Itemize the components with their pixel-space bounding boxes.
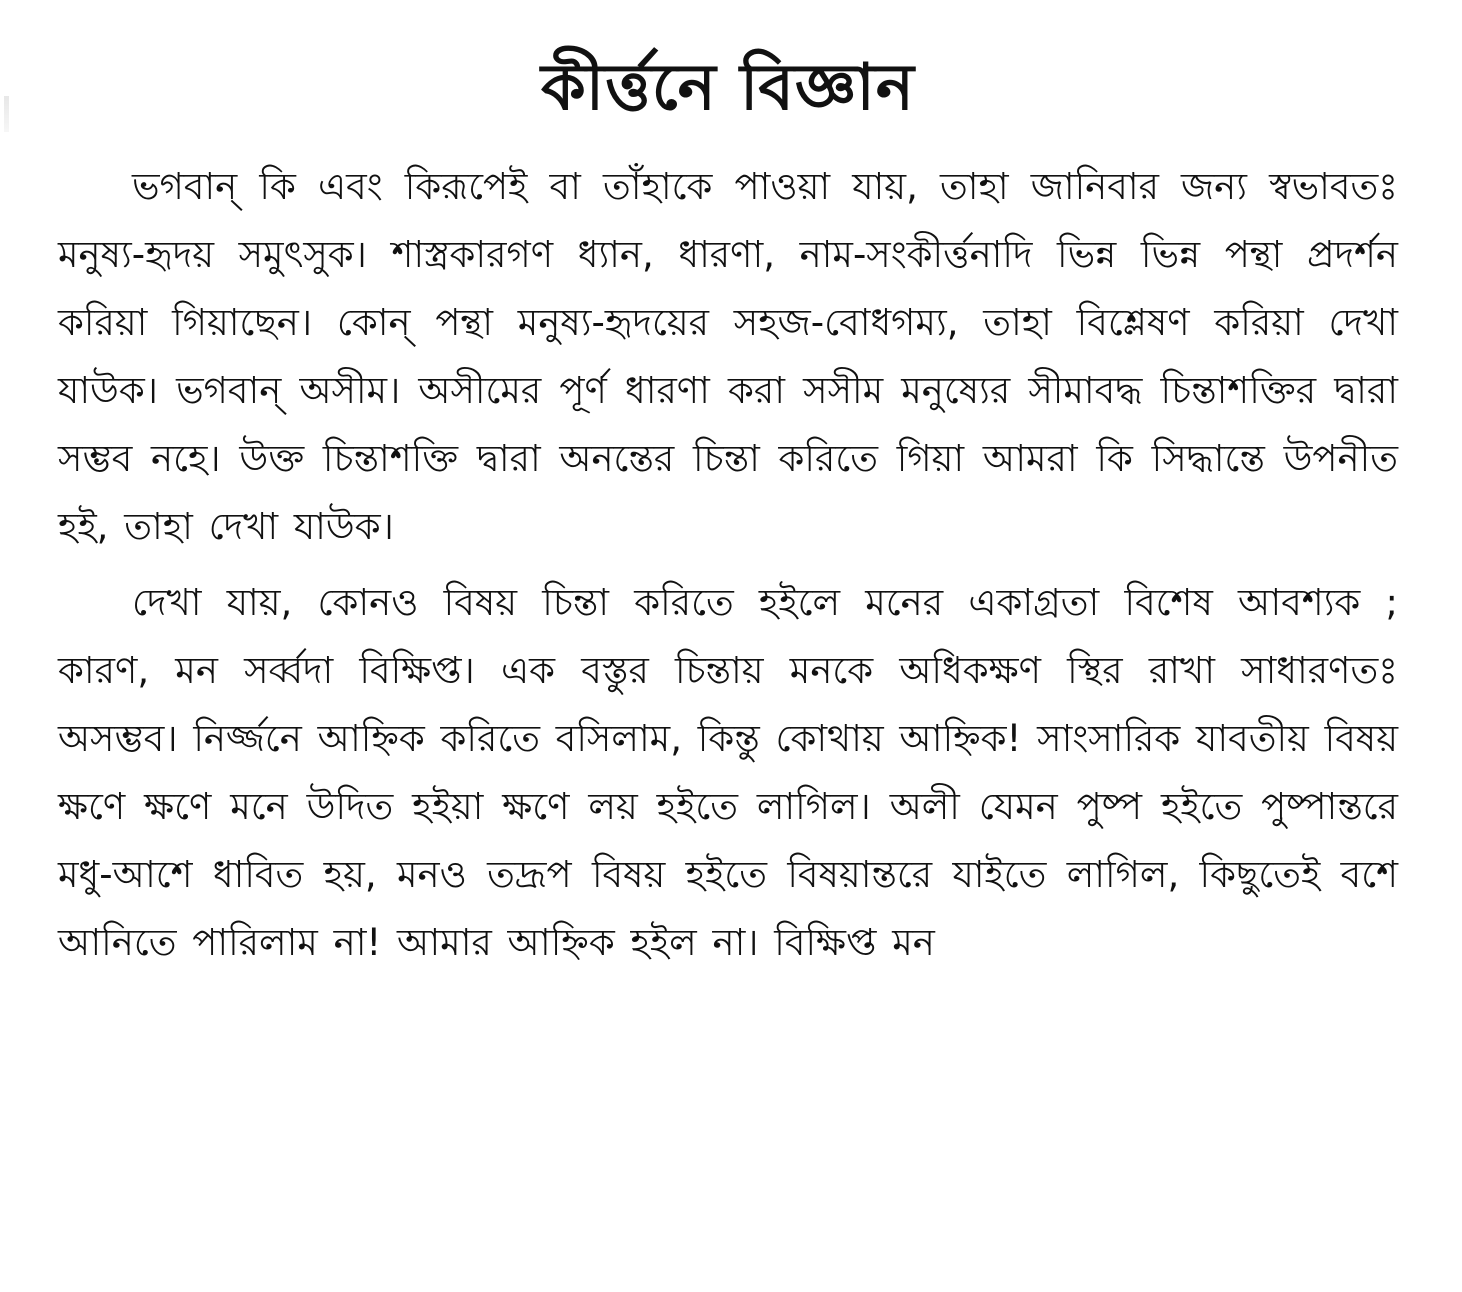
- page: [58, 40, 1398, 1270]
- scan-artifact: [4, 96, 9, 132]
- paragraph-2: দেখা যায়, কোনও বিষয় চিন্তা করিতে হইলে মনের একাগ্রতা বিশেষ আবশ্যক ; কারণ, মন সৰ্ব্বদা বিক্ষিপ্ত। এক বস্তুর চিন্তায় মনকে অধিকক্ষণ স্থির রাখা সাধারণতঃ অসম্ভব। নির্জ্জনে আহ্নিক করিতে বসিলাম, কিন্তু কোথায় আহ্নিক! সাংসারিক যাবতীয় বিষয় ক্ষণে ক্ষণে মনে উদিত হইয়া ক্ষণে লয় হইতে লাগিল। অলী যেমন পুষ্প হইতে পুষ্পান্তরে মধু-আশে ধাবিত হয়, মনও তদ্রূপ বিষয় হইতে বিষয়ান্তরে যাইতে লাগিল, কিছুতেই বশে আনিতে পারিলাম না! আমার আহ্নিক হইল না। বিক্ষিপ্ত মন: [58, 580, 1398, 964]
- paragraph-1: ভগবান্ কি এবং কিরূপেই বা তাঁহাকে পাওয়া যায়, তাহা জানিবার জন্য স্বভাবতঃ মনুষ্য-হৃদয় সমুৎসুক। শাস্ত্রকারগণ ধ্যান, ধারণা, নাম-সংকীৰ্ত্তনাদি ভিন্ন ভিন্ন পন্থা প্রদর্শন করিয়া গিয়াছেন। কোন্ পন্থা মনুষ্য-হৃদয়ের সহজ-বোধগম্য, তাহা বিশ্লেষণ করিয়া দেখা যাউক। ভগবান্ অসীম। অসীমের পূর্ণ ধারণা করা সসীম মনুষ্যের সীমাবদ্ধ চিন্তাশক্তির দ্বারা সম্ভব নহে। উক্ত চিন্তাশক্তি দ্বারা অনন্তের চিন্তা করিতে গিয়া আমরা কি সিদ্ধান্তে উপনীত হই, তাহা দেখা যাউক।: [58, 164, 1398, 548]
- page-title: কীৰ্ত্তনে বিজ্ঞান: [541, 51, 915, 125]
